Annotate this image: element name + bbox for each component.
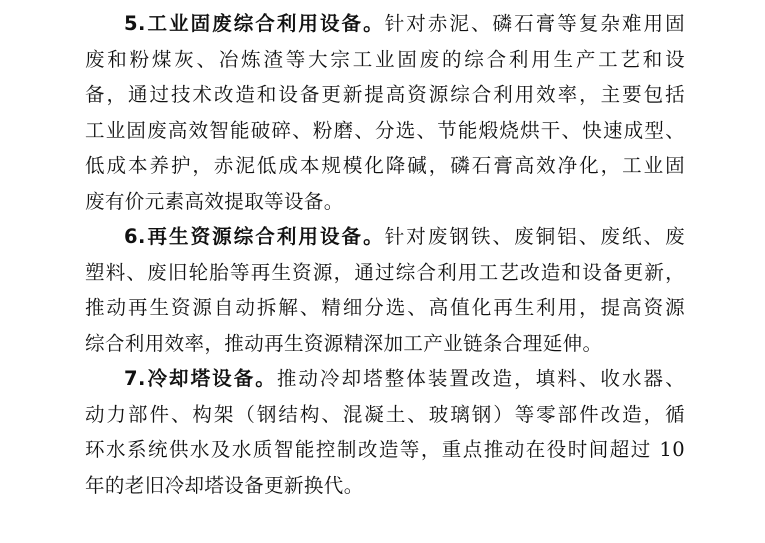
section-7-heading: 7.冷却塔设备。 — [124, 367, 277, 390]
paragraph-5-line-6: 废有价元素高效提取等设备。 — [85, 189, 344, 213]
paragraph-6-text: 针对废钢铁、废铜铝、废纸、废 — [384, 225, 685, 248]
paragraph-5-text: 针对赤泥、磷石膏等复杂难用固 — [384, 12, 685, 35]
paragraph-5-line-4: 工业固废高效智能破碎、粉磨、分选、节能煅烧烘干、快速成型、 — [85, 118, 685, 142]
paragraph-6-line-4: 综合利用效率，推动再生资源精深加工产业链条合理延伸。 — [85, 331, 603, 355]
paragraph-7-line-3: 环水系统供水及水质智能控制改造等，重点推动在役时间超过 10 — [85, 438, 685, 461]
section-6-heading: 6.再生资源综合利用设备。 — [124, 225, 385, 248]
paragraph-7-line-4: 年的老旧冷却塔设备更新换代。 — [85, 473, 364, 497]
paragraph-6-line-2: 塑料、废旧轮胎等再生资源，通过综合利用工艺改造和设备更新， — [85, 260, 685, 284]
section-5-heading: 5.工业固废综合利用设备。 — [124, 12, 385, 35]
paragraph-6-line-1 — [85, 219, 685, 255]
paragraph-5-line-2: 废和粉煤灰、冶炼渣等大宗工业固废的综合利用生产工艺和设 — [85, 47, 685, 71]
document-body — [85, 6, 685, 503]
paragraph-5-line-3: 备，通过技术改造和设备更新提高资源综合利用效率，主要包括 — [85, 83, 685, 106]
paragraph-6-line-3: 推动再生资源自动拆解、精细分选、高值化再生利用，提高资源 — [85, 296, 685, 319]
paragraph-5-line-5: 低成本养护，赤泥低成本规模化降碱，磷石膏高效净化，工业固 — [85, 154, 685, 177]
paragraph-7-line-1 — [85, 361, 685, 397]
paragraph-7-text: 推动冷却塔整体装置改造，填料、收水器、 — [276, 367, 685, 390]
paragraph-5-line-1 — [85, 6, 685, 42]
paragraph-7-line-2: 动力部件、构架（钢结构、混凝土、玻璃钢）等零部件改造，循 — [85, 402, 685, 426]
